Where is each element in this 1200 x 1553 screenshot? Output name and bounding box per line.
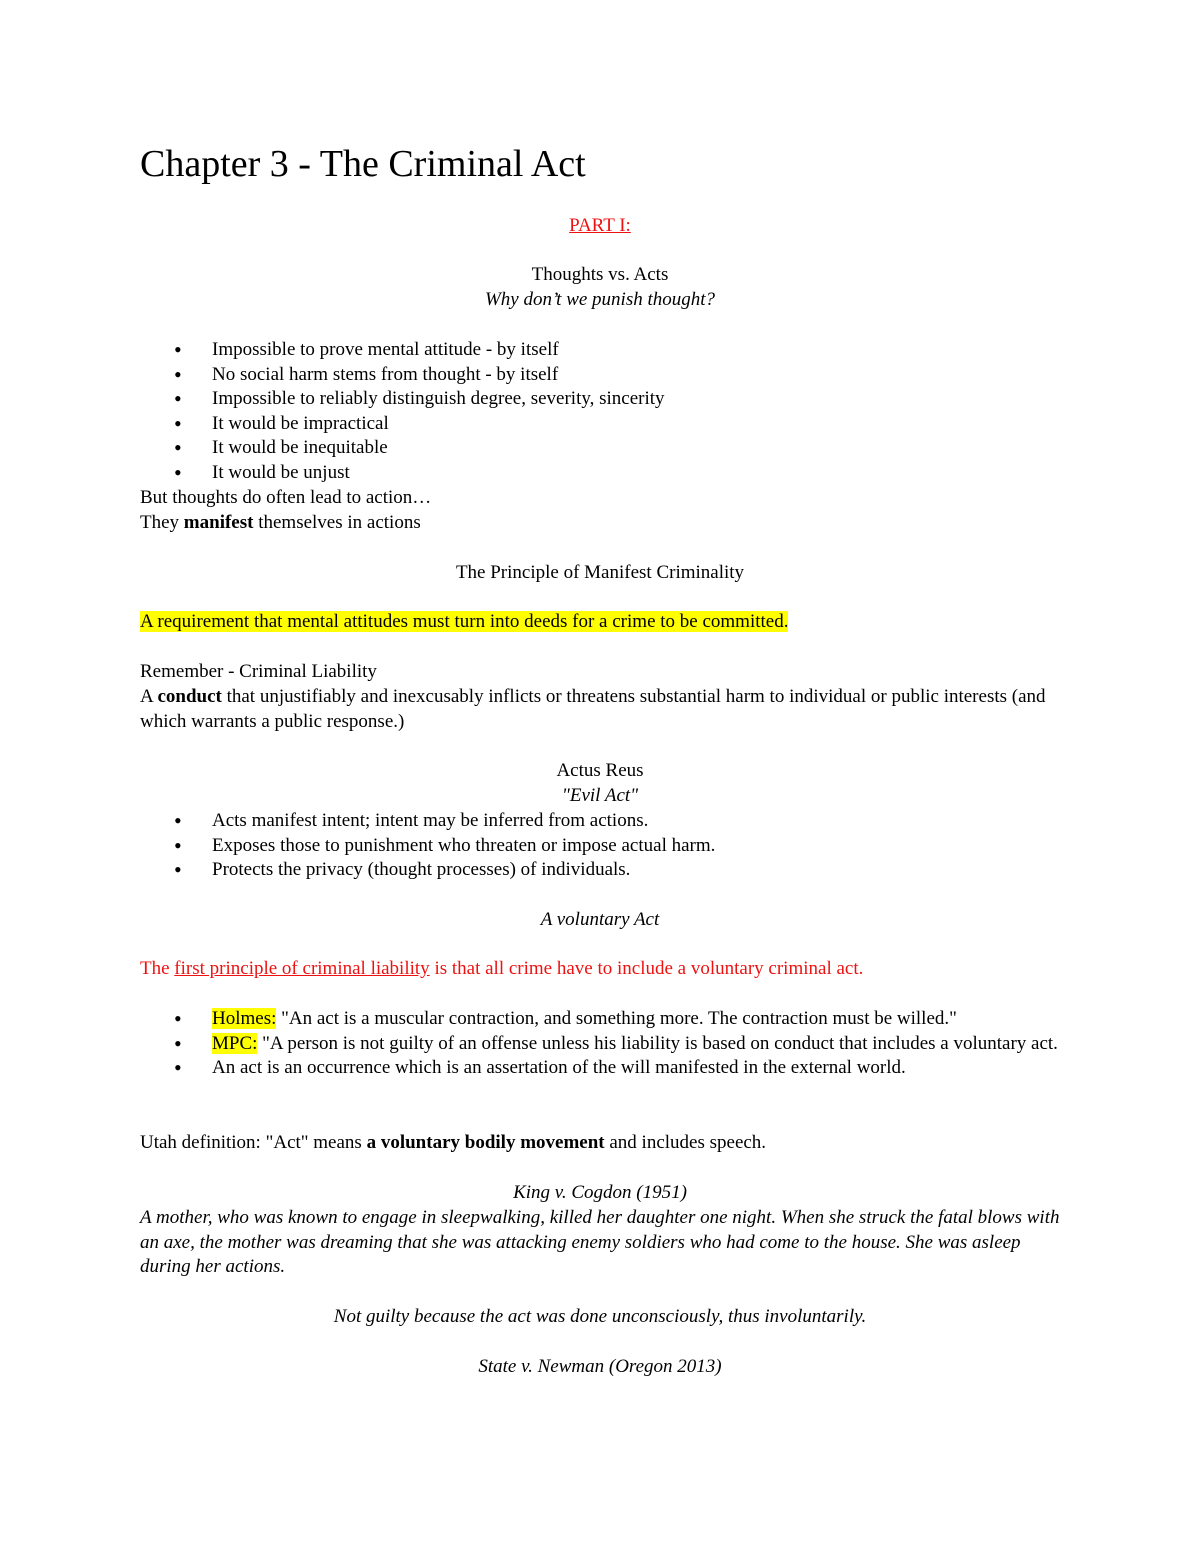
list-item: • It would be impractical bbox=[174, 410, 389, 436]
list-item: • Protects the privacy (thought processes) of individuals. bbox=[174, 857, 631, 883]
manifest-definition: A requirement that mental attitudes must turn into deeds for a crime to be committed. bbox=[140, 611, 789, 632]
actus-subheading: "Evil Act" bbox=[561, 785, 639, 806]
list-item: • It would be inequitable bbox=[174, 435, 388, 461]
actus-bullet-list bbox=[140, 809, 1060, 883]
thoughts-bullet-list bbox=[140, 338, 1060, 486]
bullet-icon: • bbox=[174, 410, 182, 436]
liability-definition: A conduct that unjustifiably and inexcusably inflicts or threatens substantial harm to individual or public interests (and which warrants a public response.) bbox=[140, 686, 1046, 732]
thoughts-heading: Thoughts vs. Acts bbox=[531, 264, 669, 285]
bullet-icon: • bbox=[174, 857, 182, 883]
bullet-icon: • bbox=[174, 1055, 182, 1081]
voluntary-bullet-list bbox=[140, 1007, 1060, 1081]
list-item: • MPC: "A person is not guilty of an offense unless his liability is based on conduct that includes a voluntary act. bbox=[174, 1030, 1058, 1056]
liability-heading: Remember - Criminal Liability bbox=[140, 661, 377, 682]
list-item: • An act is an occurrence which is an assertation of the will manifested in the external world. bbox=[174, 1055, 906, 1081]
thoughts-question: Why don’t we punish thought? bbox=[484, 289, 716, 310]
bullet-icon: • bbox=[174, 832, 182, 858]
cogdon-holding: Not guilty because the act was done unconsciously, thus involuntarily. bbox=[333, 1306, 867, 1327]
list-item: • It would be unjust bbox=[174, 459, 350, 485]
list-item: • Acts manifest intent; intent may be inferred from actions. bbox=[174, 808, 649, 833]
bullet-icon: • bbox=[174, 386, 182, 412]
bullet-icon: • bbox=[174, 361, 182, 387]
bullet-icon: • bbox=[174, 337, 182, 362]
bullet-icon: • bbox=[174, 459, 182, 485]
cogdon-facts: A mother, who was known to engage in sleepwalking, killed her daughter one night. When she struck the fatal blows with an axe, the mother was dreaming that she was attacking enemy soldiers who had come to the house. She was asleep during her actions. bbox=[140, 1207, 1060, 1278]
voluntary-heading: A voluntary Act bbox=[540, 909, 660, 930]
cogdon-heading: King v. Cogdon (1951) bbox=[513, 1182, 687, 1203]
list-item: • Exposes those to punishment who threaten or impose actual harm. bbox=[174, 832, 716, 858]
actus-heading: Actus Reus bbox=[556, 760, 644, 781]
bullet-icon: • bbox=[174, 1006, 182, 1031]
bullet-icon: • bbox=[174, 435, 182, 461]
manifest-heading: The Principle of Manifest Criminality bbox=[455, 562, 745, 583]
thoughts-after-line-1: But thoughts do often lead to action… bbox=[140, 487, 432, 508]
bullet-icon: • bbox=[174, 808, 182, 833]
voluntary-principle: The first principle of criminal liability is that all crime have to include a voluntary criminal act. bbox=[140, 958, 864, 979]
page-title: Chapter 3 - The Criminal Act bbox=[140, 143, 586, 185]
utah-definition: Utah definition: "Act" means a voluntary bodily movement and includes speech. bbox=[140, 1132, 767, 1153]
newman-heading: State v. Newman (Oregon 2013) bbox=[478, 1356, 722, 1377]
bullet-icon: • bbox=[174, 1030, 182, 1056]
thoughts-after-line-2: They manifest themselves in actions bbox=[140, 512, 421, 533]
list-item: • Impossible to prove mental attitude - by itself bbox=[174, 337, 559, 362]
list-item: • Impossible to reliably distinguish degree, severity, sincerity bbox=[174, 386, 665, 412]
list-item: • No social harm stems from thought - by itself bbox=[174, 361, 559, 387]
part-heading: PART I: bbox=[569, 215, 631, 236]
list-item: • Holmes: "An act is a muscular contraction, and something more. The contraction must be willed." bbox=[174, 1006, 957, 1031]
